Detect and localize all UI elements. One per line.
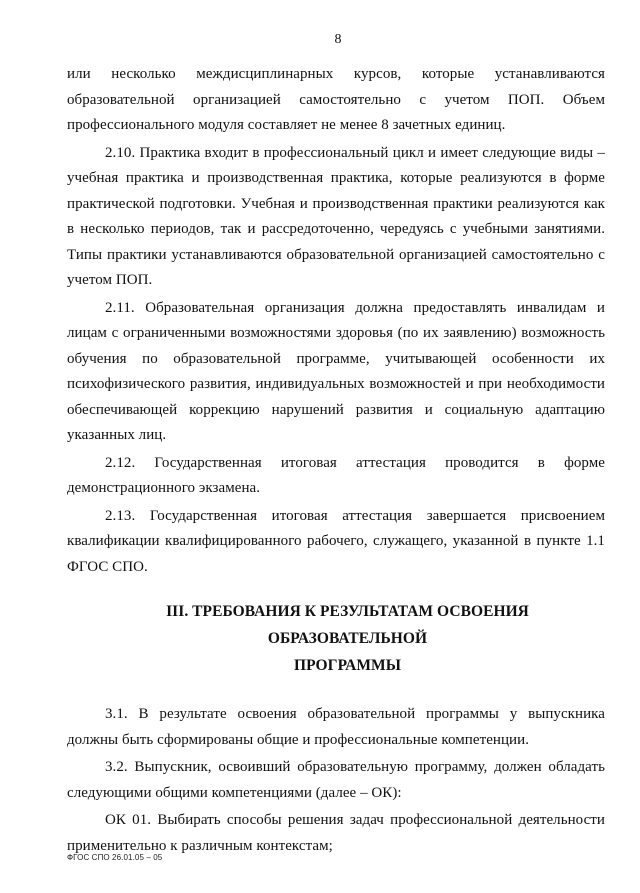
intro-continuation-paragraph: или несколько междисциплинарных курсов, которые устанавливаются образовательной организацией самостоятельно с учетом ПОП. Объем профессионального модуля составляет не менее 8 зачетных единиц.	[67, 66, 605, 133]
section-heading-line-2: ПРОГРАММЫ	[294, 657, 401, 674]
paragraph-2-13: 2.13. Государственная итоговая аттестация завершается присвоением квалификации квалифицированного рабочего, служащего, указанной в пункте 1.1 ФГОС СПО.	[67, 507, 605, 575]
page-number: 8	[334, 32, 342, 47]
document-content	[67, 62, 605, 859]
section-heading	[67, 598, 605, 679]
competence-ok-01: ОК 01. Выбирать способы решения задач профессиональной деятельности применительно к различным контекстам;	[67, 812, 605, 854]
document-footer-code: ФГОС СПО 26.01.05 – 05	[67, 853, 163, 862]
section-heading-line-1: III. ТРЕБОВАНИЯ К РЕЗУЛЬТАТАМ ОСВОЕНИЯ ОБРАЗОВАТЕЛЬНОЙ	[166, 603, 529, 647]
paragraph-3-2: 3.2. Выпускник, освоивший образовательную программу, должен обладать следующими общими компетенциями (далее – ОК):	[67, 759, 605, 801]
paragraph-2-11: 2.11. Образовательная организация должна предоставлять инвалидам и лицам с ограниченными возможностями здоровья (по их заявлению) возможность обучения по образовательной программе, учитывающей особенности их психофизического развития, индивидуальных возможностей и при необходимости обеспечивающей коррекцию нарушений развития и социальную адаптацию указанных лиц.	[67, 299, 605, 443]
paragraph-2-10: 2.10. Практика входит в профессиональный цикл и имеет следующие виды – учебная практика и производственная практика, которые реализуются в форме практической подготовки. Учебная и производственная практики реализуются как в несколько периодов, так и рассредоточенно, чередуясь с учебными занятиями. Типы практики устанавливаются образовательной организацией самостоятельно с учетом ПОП.	[67, 144, 605, 288]
paragraph-3-1: 3.1. В результате освоения образовательной программы у выпускника должны быть сформированы общие и профессиональные компетенции.	[67, 706, 605, 748]
paragraph-2-12: 2.12. Государственная итоговая аттестация проводится в форме демонстрационного экзамена.	[67, 454, 605, 496]
